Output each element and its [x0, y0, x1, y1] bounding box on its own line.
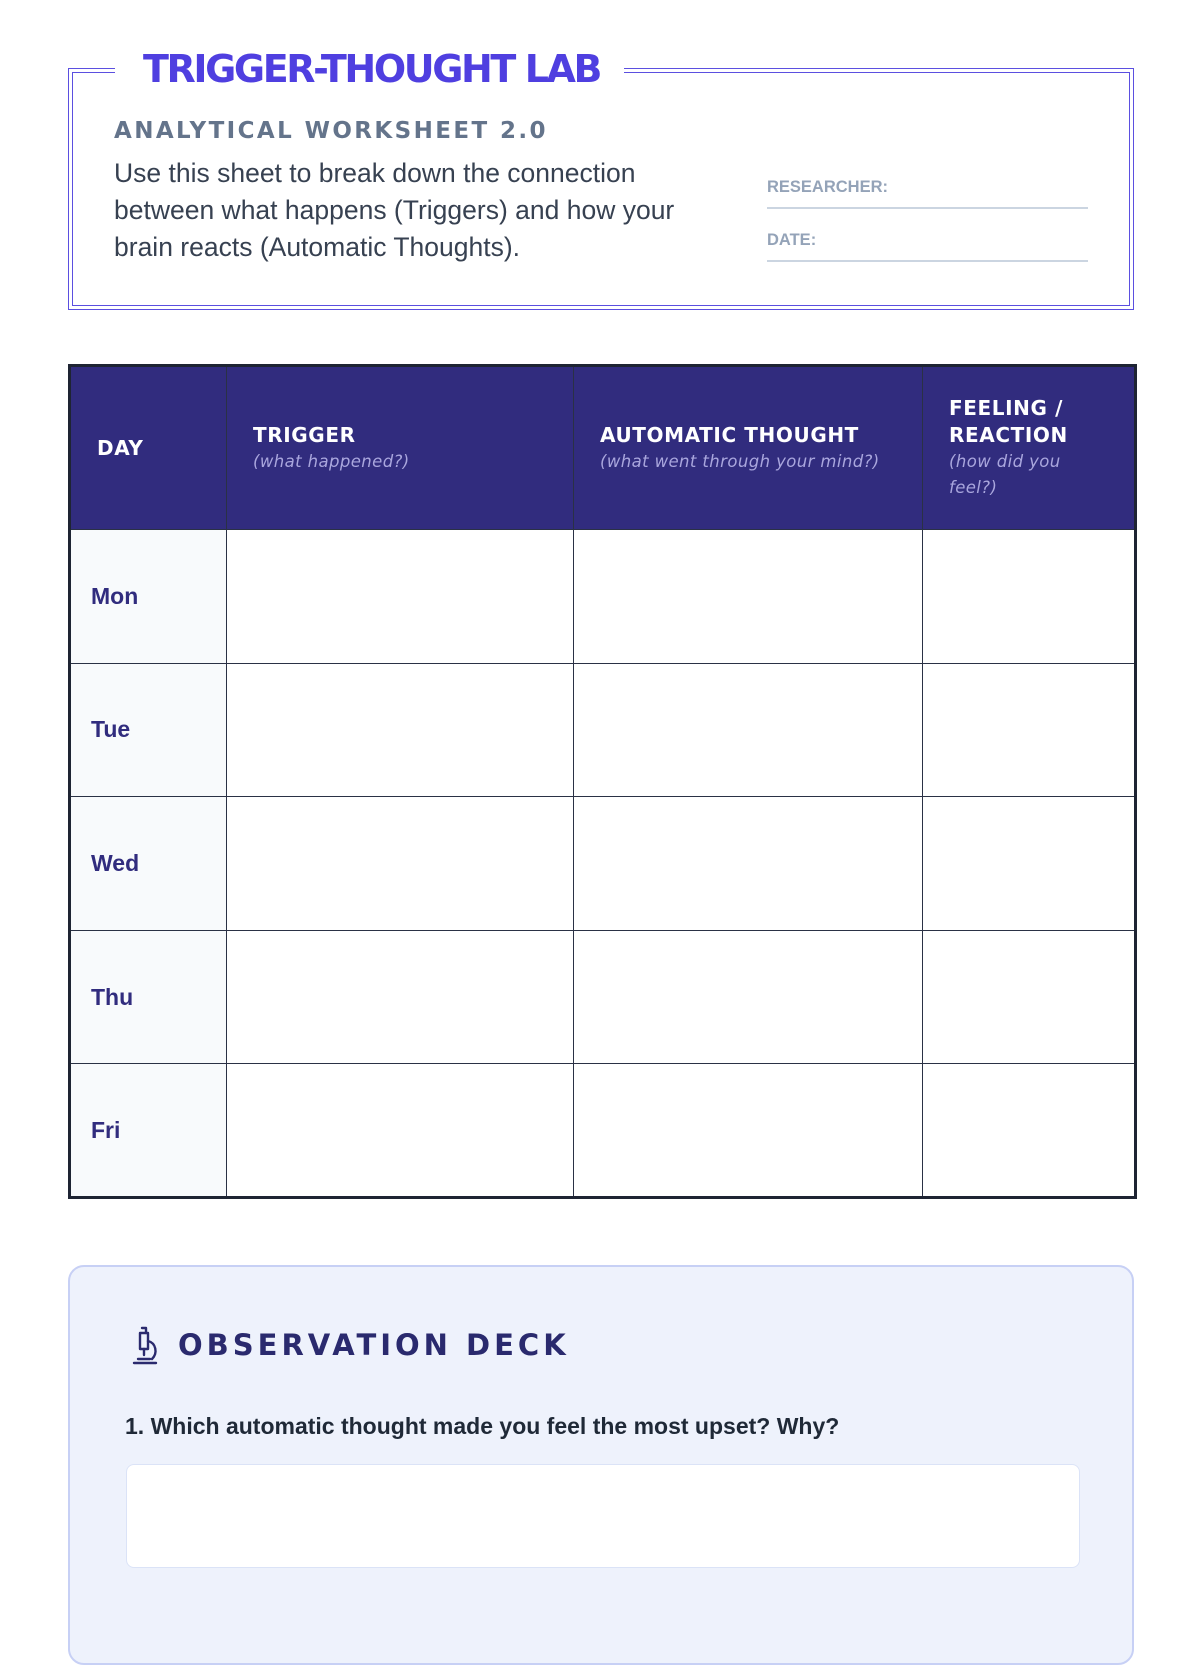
- question-1: 1. Which automatic thought made you feel the most upset? Why?: [125, 1413, 840, 1439]
- page-title: TRIGGER-THOUGHT LAB: [115, 47, 624, 91]
- column-title: TRIGGER: [253, 422, 356, 447]
- trigger-cell[interactable]: [227, 930, 574, 1064]
- day-cell: Thu: [70, 930, 227, 1064]
- day-cell: Fri: [70, 1064, 227, 1198]
- observation-deck: [68, 1265, 1134, 1665]
- researcher-label: RESEARCHER:: [767, 178, 889, 196]
- date-field[interactable]: [767, 230, 1088, 262]
- feeling-cell[interactable]: [923, 1064, 1136, 1198]
- day-cell: Mon: [70, 530, 227, 664]
- thought-cell[interactable]: [574, 530, 923, 664]
- feeling-cell[interactable]: [923, 930, 1136, 1064]
- feeling-cell[interactable]: [923, 530, 1136, 664]
- column-subtitle: (what went through your mind?): [600, 451, 880, 471]
- table-row: [70, 663, 1136, 797]
- column-header-day: [70, 366, 227, 530]
- trigger-thought-table: [68, 364, 1137, 1199]
- answer-1-field[interactable]: [126, 1464, 1080, 1568]
- table-row: [70, 1064, 1136, 1198]
- table-row: [70, 530, 1136, 664]
- thought-cell[interactable]: [574, 1064, 923, 1198]
- column-subtitle: (how did you feel?): [949, 452, 1061, 497]
- column-header-trigger: [227, 366, 574, 530]
- column-header-feeling: [923, 366, 1136, 530]
- thought-cell[interactable]: [574, 797, 923, 931]
- trigger-cell[interactable]: [227, 530, 574, 664]
- trigger-cell[interactable]: [227, 1064, 574, 1198]
- column-subtitle: (what happened?): [253, 451, 410, 471]
- feeling-cell[interactable]: [923, 663, 1136, 797]
- researcher-field[interactable]: [767, 177, 1088, 209]
- trigger-cell[interactable]: [227, 663, 574, 797]
- date-label: DATE:: [767, 231, 817, 249]
- microscope-icon: [126, 1325, 162, 1365]
- column-title: DAY: [97, 435, 144, 460]
- feeling-cell[interactable]: [923, 797, 1136, 931]
- trigger-cell[interactable]: [227, 797, 574, 931]
- worksheet-description: Use this sheet to break down the connection between what happens (Triggers) and how your brain reacts (Automatic Thoughts).: [114, 158, 675, 262]
- thought-cell[interactable]: [574, 663, 923, 797]
- table-header-row: [70, 366, 1136, 530]
- table-row: [70, 797, 1136, 931]
- column-title: FEELING / REACTION: [949, 396, 1068, 447]
- column-title: AUTOMATIC THOUGHT: [600, 422, 859, 447]
- worksheet-subtitle: ANALYTICAL WORKSHEET 2.0: [114, 118, 548, 144]
- table-row: [70, 930, 1136, 1064]
- day-cell: Wed: [70, 797, 227, 931]
- worksheet-header: [68, 47, 1134, 310]
- observation-deck-title: OBSERVATION DECK: [178, 1328, 570, 1362]
- day-cell: Tue: [70, 663, 227, 797]
- thought-cell[interactable]: [574, 930, 923, 1064]
- column-header-automatic-thought: [574, 366, 923, 530]
